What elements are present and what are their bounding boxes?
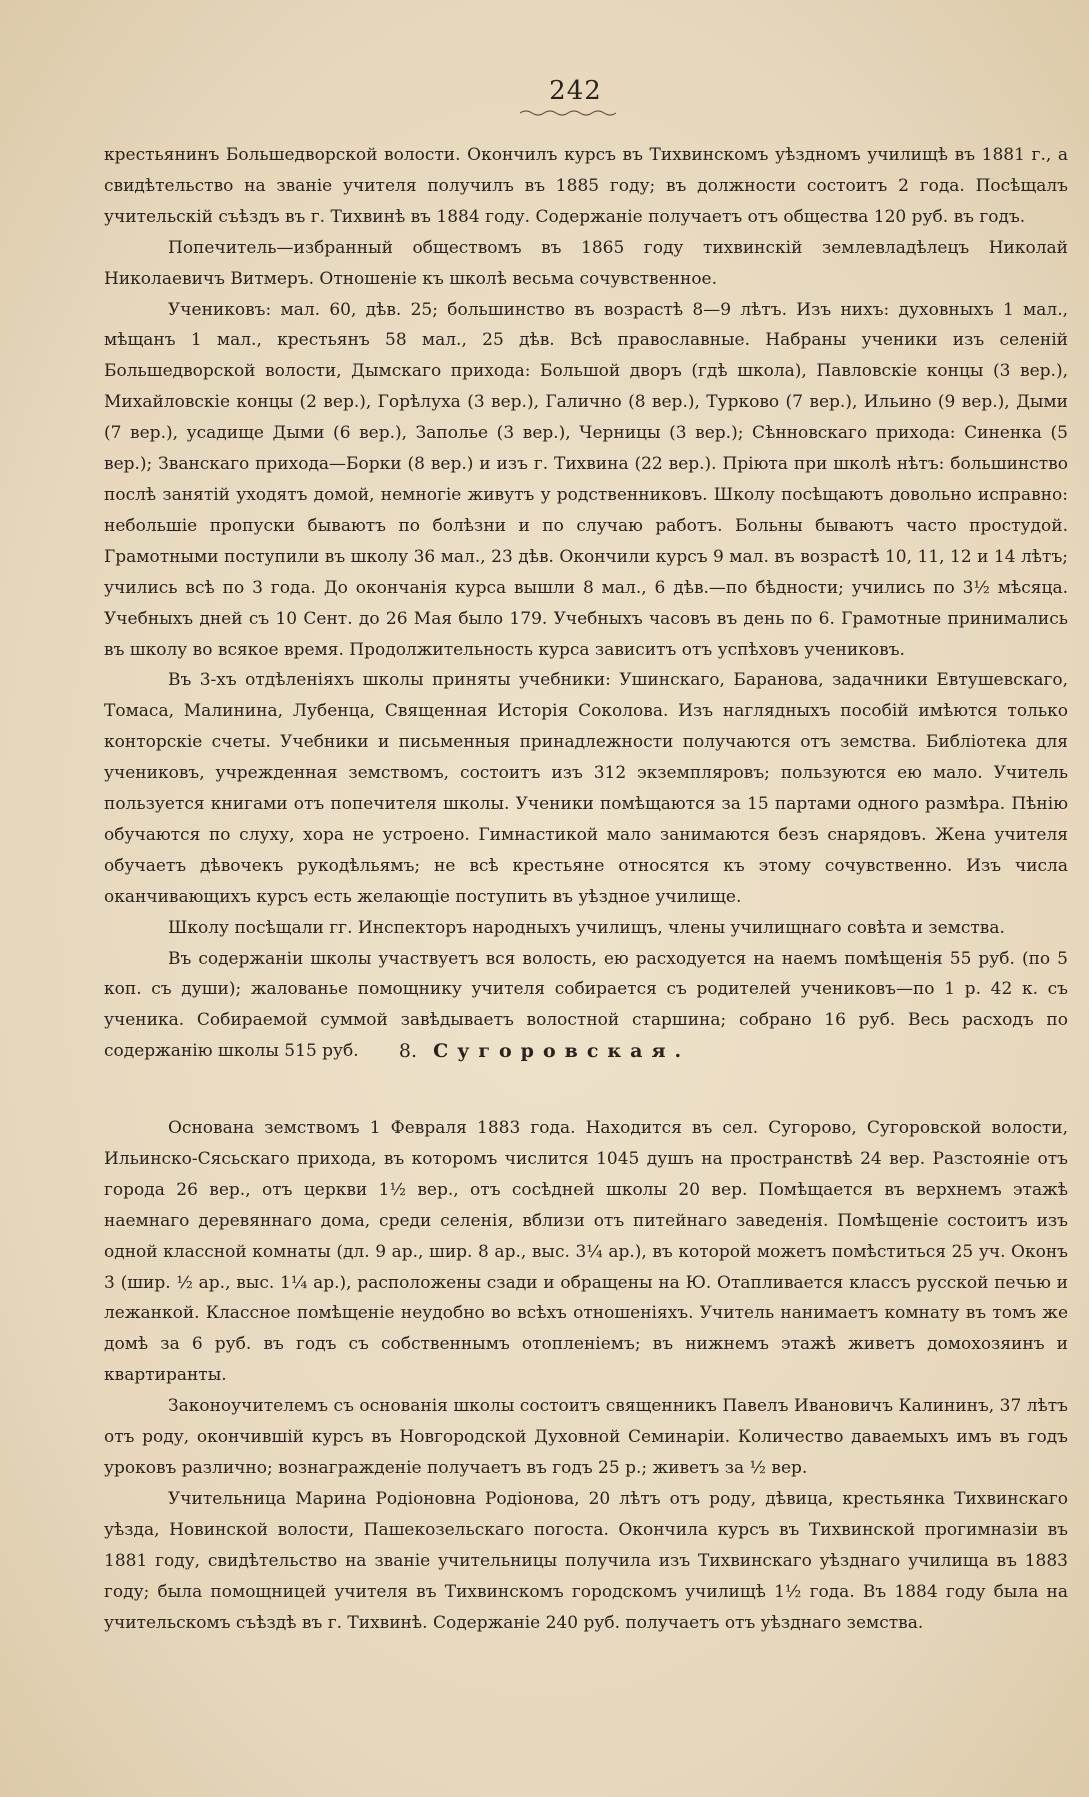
paragraph: крестьянинъ Большедворской волости. Окончилъ курсъ въ Тихвинскомъ уѣздномъ училищѣ въ 1881 г., а свидѣтельство на званіе учителя получилъ въ 1885 году; въ должности состоитъ 2 года. Посѣщалъ учительскій съѣздъ въ г. Тихвинѣ въ 1884 году. Содержаніе получаетъ отъ общества 120 руб. въ годъ. [104, 145, 1068, 227]
section-number: 8. [398, 1040, 418, 1062]
section-lower-text [104, 1113, 1068, 1638]
paragraph: Въ 3-хъ отдѣленіяхъ школы приняты учебники: Ушинскаго, Баранова, задачники Евтушевскаго, Томаса, Малинина, Лубенца, Священная Исторія Соколова. Изъ наглядныхъ пособій имѣются только конторскіе счеты. Учебники и письменныя принадлежности получаются отъ земства. Библіотека для учениковъ, учрежденная земствомъ, состоитъ изъ 312 экземпляровъ; пользуются ею мало. Учитель пользуется книгами отъ попечителя школы. Ученики помѣщаются за 15 партами одного размѣра. Пѣнію обучаются по слуху, хора не устроено. Гимнастикой мало занимаются безъ снарядовъ. Жена учителя обучаетъ дѣвочекъ рукодѣльямъ; не всѣ крестьяне относятся къ этому сочувственно. Изъ числа оканчивающихъ курсъ есть желающіе поступить въ уѣздное училище. [104, 670, 1068, 907]
paragraph: Попечитель—избранный обществомъ въ 1865 году тихвинскій землевладѣлецъ Николай Николаевичъ Витмеръ. Отношеніе къ школѣ весьма сочувственное. [104, 237, 1068, 289]
paragraph: Въ содержаніи школы участвуетъ вся волость, ею расходуется на наемъ помѣщенія 55 руб. (по 5 коп. съ души); жалованье помощнику учителя собирается съ родителей учениковъ—по 1 р. 42 к. съ ученика. Собираемой суммой завѣдываетъ волостной старшина; собрано 16 руб. Весь расходъ по содержанію школы 515 руб. [104, 948, 1068, 1062]
paragraph: Основана земствомъ 1 Февраля 1883 года. Находится въ сел. Сугорово, Сугоровской волости, Ильинско-Сясьскаго прихода, въ которомъ числится 1045 душъ на пространствѣ 24 вер. Разстояніе отъ города 26 вер., отъ церкви 1½ вер., отъ сосѣдней школы 20 вер. Помѣщается въ верхнемъ этажѣ наемнаго деревяннаго дома, среди селенія, вблизи отъ питейнаго заведенія. Помѣщеніе состоитъ изъ одной классной комнаты (дл. 9 ар., шир. 8 ар., выс. 3¼ ар.), въ которой можетъ помѣститься 25 уч. Оконъ 3 (шир. ½ ар., выс. 1¼ ар.), расположены сзади и обращены на Ю. Отапливается классъ русской печью и лежанкой. Классное помѣщеніе неудобно во всѣхъ отношеніяхъ. Учитель нанимаетъ комнату въ томъ же домѣ за 6 руб. въ годъ съ собственнымъ отопленіемъ; въ нижнемъ этажѣ живетъ домохозяинъ и квартиранты. [104, 1118, 1068, 1386]
paragraph: Школу посѣщали гг. Инспекторъ народныхъ училищъ, члены училищнаго совѣта и земства. [168, 917, 1005, 938]
paragraph: Законоучителемъ съ основанія школы состоитъ священникъ Павелъ Ивановичъ Калининъ, 37 лѣтъ отъ роду, окончившій курсъ въ Новгородской Духовной Семинаріи. Количество даваемыхъ имъ въ годъ уроковъ различно; вознагражденіе получаетъ въ годъ 25 р.; живетъ за ½ вер. [104, 1396, 1068, 1478]
section-title: Сугоровская. [433, 1040, 691, 1062]
page-number: 242 [549, 76, 602, 106]
paragraph: Учениковъ: мал. 60, дѣв. 25; большинство въ возрастѣ 8—9 лѣтъ. Изъ нихъ: духовныхъ 1 мал., мѣщанъ 1 мал., крестьянъ 58 мал., 25 дѣв. Всѣ православные. Набраны ученики изъ селеній Большедворской волости, Дымскаго прихода: Большой дворъ (гдѣ школа), Павловскіе концы (3 вер.), Михайловскіе концы (2 вер.), Горѣлуха (3 вер.), Галично (8 вер.), Турково (7 вер.), Ильино (9 вер.), Дыми (7 вер.), усадище Дыми (6 вер.), Заполье (3 вер.), Черницы (3 вер.); Сѣнновскаго прихода: Синенка (5 вер.); Званскаго прихода—Борки (8 вер.) и изъ г. Тихвина (22 вер.). Пріюта при школѣ нѣтъ: большинство послѣ занятій уходятъ домой, немногіе живутъ у родственниковъ. Школу посѣщаютъ довольно исправно: небольшіе пропуски бываютъ по болѣзни и по случаю работъ. Больны бываютъ часто простудой. Грамотными поступили въ школу 36 мал., 23 дѣв. Окончили курсъ 9 мал. въ возрастѣ 10, 11, 12 и 14 лѣтъ; учились всѣ по 3 года. До окончанія курса вышли 8 мал., 6 дѣв.—по бѣдности; учились по 3½ мѣсяца. Учебныхъ дней съ 10 Сент. до 26 Мая было 179. Учебныхъ часовъ въ день по 6. Грамотные принимались въ школу во всякое время. Продолжительность курса зависитъ отъ успѣховъ учениковъ. [104, 299, 1068, 660]
section-heading [0, 1040, 1089, 1062]
section-upper-text [104, 140, 1068, 1067]
header-ornament-icon [518, 108, 618, 118]
paragraph: Учительница Марина Родіоновна Родіонова, 20 лѣтъ отъ роду, дѣвица, крестьянка Тихвинскаго уѣзда, Новинской волости, Пашекозельскаго погоста. Окончила курсъ въ Тихвинской прогимназіи въ 1881 году, свидѣтельство на званіе учительницы получила изъ Тихвинскаго уѣзднаго училища въ 1883 году; была помощницей учителя въ Тихвинскомъ городскомъ училищѣ 1½ года. Въ 1884 году была на учительскомъ съѣздѣ въ г. Тихвинѣ. Содержаніе 240 руб. получаетъ отъ уѣзднаго земства. [104, 1488, 1068, 1633]
